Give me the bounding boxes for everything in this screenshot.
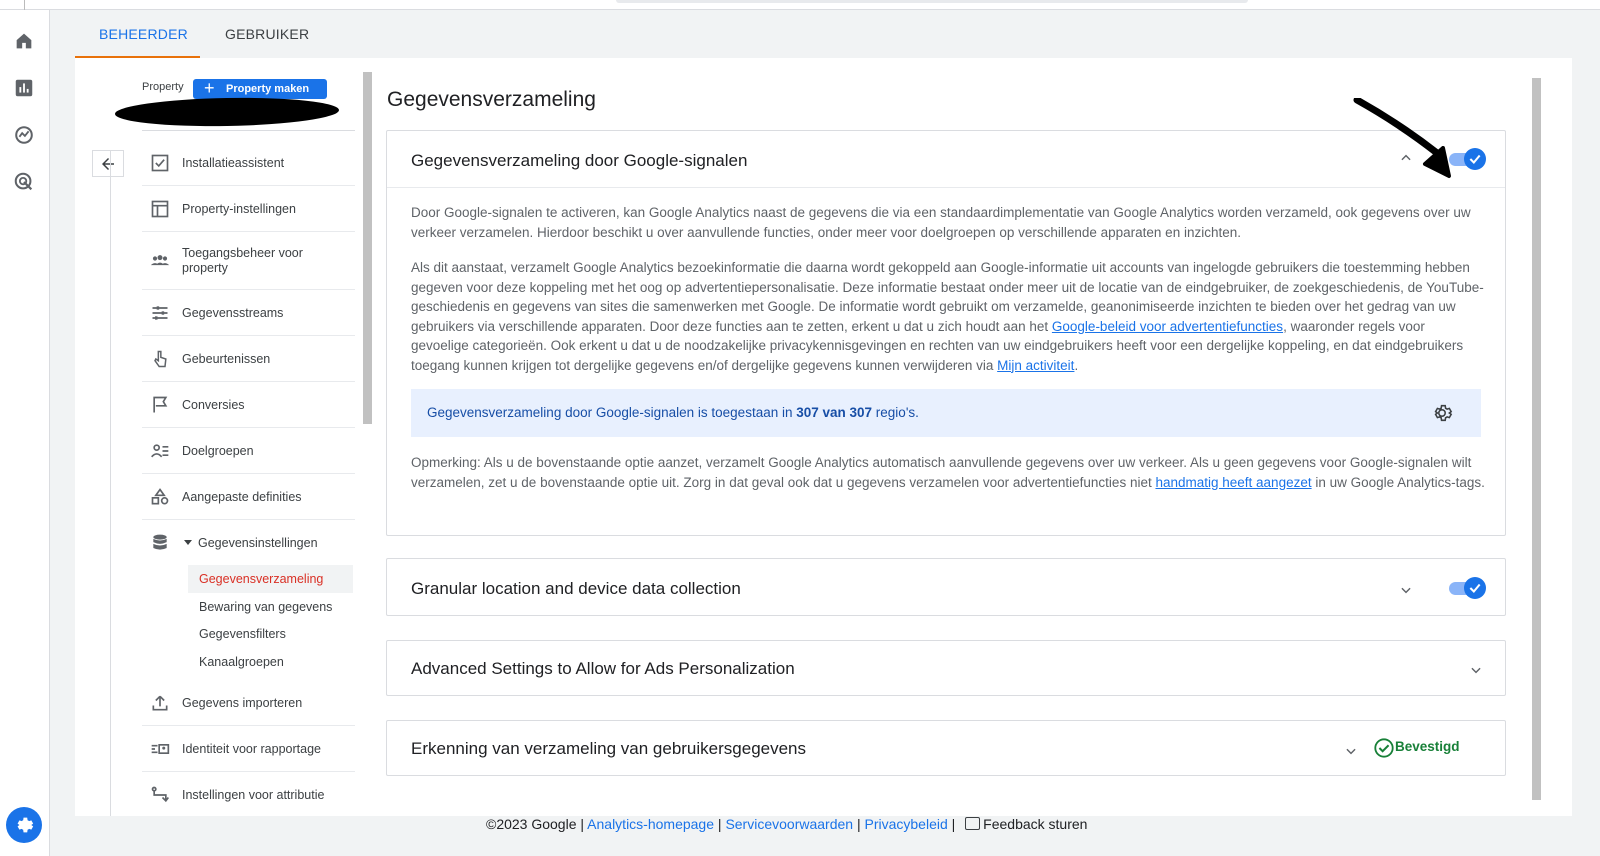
regions-count: 307 van 307: [796, 405, 873, 420]
card-title: Granular location and device data collection: [411, 579, 741, 598]
nav-scrollbar[interactable]: [363, 72, 372, 424]
nav-item-gegevensstreams[interactable]: [142, 290, 355, 336]
annotation-arrow-icon: [1345, 98, 1465, 198]
granular-location-toggle[interactable]: [1449, 577, 1485, 597]
google-signals-card: [386, 130, 1506, 536]
footer-links: [486, 816, 1087, 832]
nav-item-label: Conversies: [182, 398, 245, 412]
privacy-link[interactable]: Privacybeleid: [864, 816, 948, 832]
confirmed-status: Bevestigd: [1395, 739, 1460, 754]
audience-icon: [150, 441, 170, 461]
signals-details: [411, 258, 1486, 375]
attribution-icon: [150, 785, 170, 805]
nav-item-gebeurtenissen[interactable]: [142, 336, 355, 382]
nav-tree-line: [110, 150, 111, 816]
nav-item-label: Gegevensinstellingen: [198, 536, 318, 550]
separator: |: [717, 816, 726, 832]
card-title[interactable]: Gegevensverzameling door Google-signalen: [411, 151, 748, 170]
my-activity-link[interactable]: Mijn activiteit: [997, 357, 1075, 373]
nav-item-label: Toegangsbeheer voor property: [182, 246, 303, 275]
nav-item-label: Identiteit voor rapportage: [182, 742, 321, 756]
manually-enabled-link[interactable]: handmatig heeft aangezet: [1155, 474, 1312, 490]
nav-item-label: Aangepaste definities: [182, 490, 302, 504]
terms-link[interactable]: Servicevoorwaarden: [725, 816, 854, 832]
content-scrollbar[interactable]: [1532, 78, 1541, 800]
caret-down-icon: [184, 540, 192, 545]
create-property-button[interactable]: [193, 79, 327, 99]
admin-settings-button[interactable]: [6, 807, 42, 843]
admin-panel: [75, 58, 1572, 816]
layout-icon: [150, 199, 170, 219]
settings-gear-icon[interactable]: [1431, 402, 1453, 424]
details-text-a: Als dit aanstaat, verzamelt Google Analytics bezoekinformatie die daarna wordt gekoppeld aan Google-informatie uit accounts van ingelogde gebruikers die toestemming hebben gegeven voor deze koppeling met het oog op advertentiepersonalisatie. Deze informatie bestaat onder meer uit de locatie van de eindgebruiker, de zoekgeschiedenis, de YouTube-geschiedenis en gegevens van sites die samenwerken met Google. De informatie wordt gebruikt om verzamelde, geanonimiseerde inzichten te bieden over het gedrag van uw gebruikers via verschillende apparaten. Door deze functies aan te zetten, erkent u dat u zich houdt aan het: [411, 260, 1484, 334]
signals-description: Door Google-signalen te activeren, kan Google Analytics naast de gegevens die via een standaardimplementatie van Google Analytics worden verzameld, ook gegevens over uw verkeer verzamelen. Hierdoor beschikt u over aanvullende functies, onder meer voor doelgroepen op verschillende apparaten en inzichten.: [411, 205, 1471, 240]
tab-beheerder[interactable]: BEHEERDER: [99, 26, 188, 42]
check-icon: [1468, 152, 1482, 166]
copyright: ©2023 Google: [486, 816, 577, 832]
top-bar: [0, 0, 1600, 10]
nav-item-label: Installatieassistent: [182, 156, 285, 170]
regions-info-c: regio's.: [872, 405, 919, 420]
details-text-c: .: [1074, 357, 1079, 373]
chevron-down-icon[interactable]: [1469, 663, 1483, 677]
card-title: Erkenning van verzameling van gebruikersgegevens: [411, 739, 807, 758]
identity-icon: [150, 739, 170, 759]
database-icon: [150, 533, 170, 553]
check-icon: [1468, 581, 1482, 595]
check-circle-icon: [1373, 737, 1395, 759]
separator: |: [951, 816, 960, 832]
nav-item-toegangsbeheer[interactable]: [142, 232, 355, 290]
nav-item-gegevensinstellingen[interactable]: [142, 520, 355, 566]
collapse-nav-button[interactable]: [92, 150, 124, 177]
card-title: Advanced Settings to Allow for Ads Personalization: [411, 659, 795, 678]
checklist-icon: [150, 153, 170, 173]
regions-info-text: [427, 405, 919, 420]
gear-icon: [13, 814, 35, 836]
left-rail: [0, 10, 50, 856]
redacted-property-name: [115, 96, 339, 128]
nav-item-gegevens-importeren[interactable]: [142, 680, 355, 726]
arrow-left-icon: [99, 155, 117, 173]
nav-divider: [142, 130, 355, 131]
reports-icon[interactable]: [13, 77, 35, 99]
note-text-a: Opmerking: Als u de bovenstaande optie aanzet, verzamelt Google Analytics automatisch aanvullende gegevens over uw verkeer. Als u geen gegevens voor Google-signalen wilt verzamelen, zet u de bovenstaande optie uit. Zorg in dat geval ook dat u gegevens verzamelen voor advertentiefuncties niet: [411, 455, 1472, 490]
toggle-knob: [1464, 577, 1486, 599]
separator: |: [580, 816, 588, 832]
nav-item-doelgroepen[interactable]: [142, 428, 355, 474]
card-divider: [387, 187, 1505, 188]
property-label: Property: [142, 81, 184, 93]
nav-item-label: Gebeurtenissen: [182, 352, 271, 366]
analytics-homepage-link[interactable]: Analytics-homepage: [587, 816, 715, 832]
upload-icon: [150, 693, 170, 713]
ads-personalization-card[interactable]: [386, 640, 1506, 696]
chevron-down-icon[interactable]: [1344, 744, 1358, 758]
nav-item-installatieassistent[interactable]: [142, 140, 355, 186]
chevron-down-icon[interactable]: [1399, 583, 1413, 597]
user-data-acknowledgement-card[interactable]: [386, 720, 1506, 776]
toggle-knob: [1464, 148, 1486, 170]
explore-icon[interactable]: [13, 124, 35, 146]
nav-item-identiteit[interactable]: [142, 726, 355, 772]
feedback-link[interactable]: Feedback sturen: [983, 816, 1088, 832]
touch-icon: [150, 349, 170, 369]
create-property-label: Property maken: [226, 83, 310, 95]
note-text-b: in uw Google Analytics-tags.: [1311, 474, 1485, 490]
plus-icon: +: [204, 78, 215, 98]
details-text-b: , waaronder regels voor gevoelige categorieën. Ook erkent u dat u de noodzakelijke privacykennisgevingen en rechten van uw eindgebruikers heeft voor een dergelijke koppeling, en dat eindgebruikers toegang kunnen krijgen tot dergelijke gegevens en/of dergelijke gegevens kunnen verwijderen via: [411, 318, 1464, 373]
search-bar-edge[interactable]: [616, 0, 1248, 3]
flag-icon: [150, 395, 170, 415]
nav-item-label: Gegevensstreams: [182, 306, 284, 320]
page-title: Gegevensverzameling: [387, 88, 596, 111]
tab-gebruiker[interactable]: GEBRUIKER: [225, 26, 310, 42]
nav-subitem-gegevensfilters[interactable]: Gegevensfilters: [199, 627, 286, 641]
feedback-icon: [965, 817, 980, 830]
separator: |: [856, 816, 865, 832]
people-icon: [150, 251, 170, 271]
property-nav: [75, 58, 375, 816]
nav-item-aangepaste-definities[interactable]: [142, 474, 355, 520]
granular-location-card[interactable]: [386, 558, 1506, 616]
nav-item-label: Property-instellingen: [182, 202, 296, 216]
nav-item-label: Doelgroepen: [182, 444, 254, 458]
nav-item-attributie[interactable]: [142, 772, 355, 816]
shapes-icon: [150, 487, 170, 507]
nav-item-property-instellingen[interactable]: [142, 186, 355, 232]
streams-icon: [150, 303, 170, 323]
advertising-icon[interactable]: [13, 171, 35, 193]
signals-note: [411, 453, 1486, 492]
ads-policy-link[interactable]: Google-beleid voor advertentiefuncties: [1051, 318, 1284, 334]
nav-item-label: Instellingen voor attributie: [182, 788, 325, 802]
nav-item-conversies[interactable]: [142, 382, 355, 428]
nav-subitem-kanaalgroepen[interactable]: Kanaalgroepen: [199, 655, 284, 669]
top-bar-divider: [24, 0, 25, 10]
nav-item-label: Gegevens importeren: [182, 696, 303, 710]
nav-subitem-gegevensverzameling[interactable]: Gegevensverzameling: [199, 572, 324, 586]
nav-subitem-bewaring[interactable]: Bewaring van gegevens: [199, 600, 333, 614]
regions-info-box: [411, 389, 1481, 437]
home-icon[interactable]: [13, 30, 35, 52]
regions-info-a: Gegevensverzameling door Google-signalen is toegestaan in: [427, 405, 797, 420]
